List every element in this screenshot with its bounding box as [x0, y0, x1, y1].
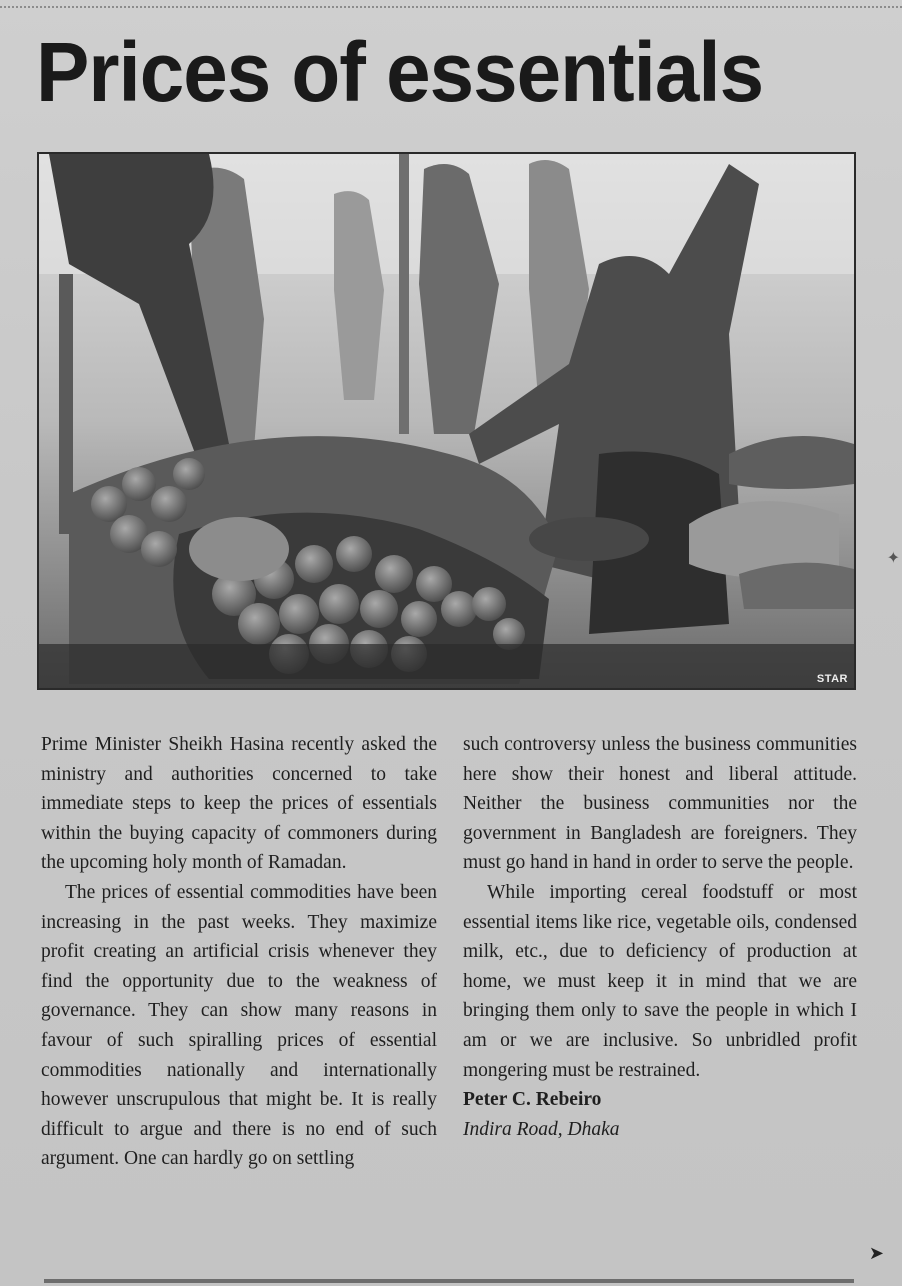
author-name: Peter C. Rebeiro: [463, 1089, 602, 1111]
vegetable-vendor-image: [39, 154, 854, 688]
photo-credit: STAR: [816, 673, 848, 685]
margin-mark-icon: ✦: [886, 548, 900, 567]
author-location: Indira Road, Dhaka: [463, 1118, 620, 1140]
article-column-right: [463, 730, 857, 1144]
paragraph-1: Prime Minister Sheikh Hasina recently asked the ministry and authorities concerned to take immediate steps to keep the prices of essentials within the buying capacity of commoners during the upcoming holy month of Ramadan.: [41, 734, 437, 874]
bottom-divider: [44, 1279, 854, 1283]
market-photo: [37, 152, 856, 690]
cursor-arrow-icon: ➤: [868, 1243, 884, 1264]
article-column-left: [41, 730, 437, 1174]
headline: Prices of essentials: [36, 25, 764, 119]
paragraph-3: While importing cereal foodstuff or most essential items like rice, vegetable oils, condensed milk, etc., due to deficiency of production at home, we must keep it in mind that we are bringing them only to save the people in which I am or we are inclusive. So unbridled profit mongering must be restrained.: [463, 881, 857, 1081]
top-divider: [0, 6, 902, 8]
paragraph-2: The prices of essential commodities have been increasing in the past weeks. They maximize profit creating an artificial crisis whenever they find the opportunity due to the weakness of governance. They can show many reasons in favour of such spiralling prices of essential commodities nationally and internationally however unscrupulous that might be. It is really difficult to argue and there is no end of such argument. One can hardly go on settling: [41, 881, 437, 1170]
paragraph-2-continued: such controversy unless the business communities here show their honest and liberal attitude. Neither the business communities nor the government in Bangladesh are foreigners. They must go hand in hand in order to serve the people.: [463, 734, 857, 874]
